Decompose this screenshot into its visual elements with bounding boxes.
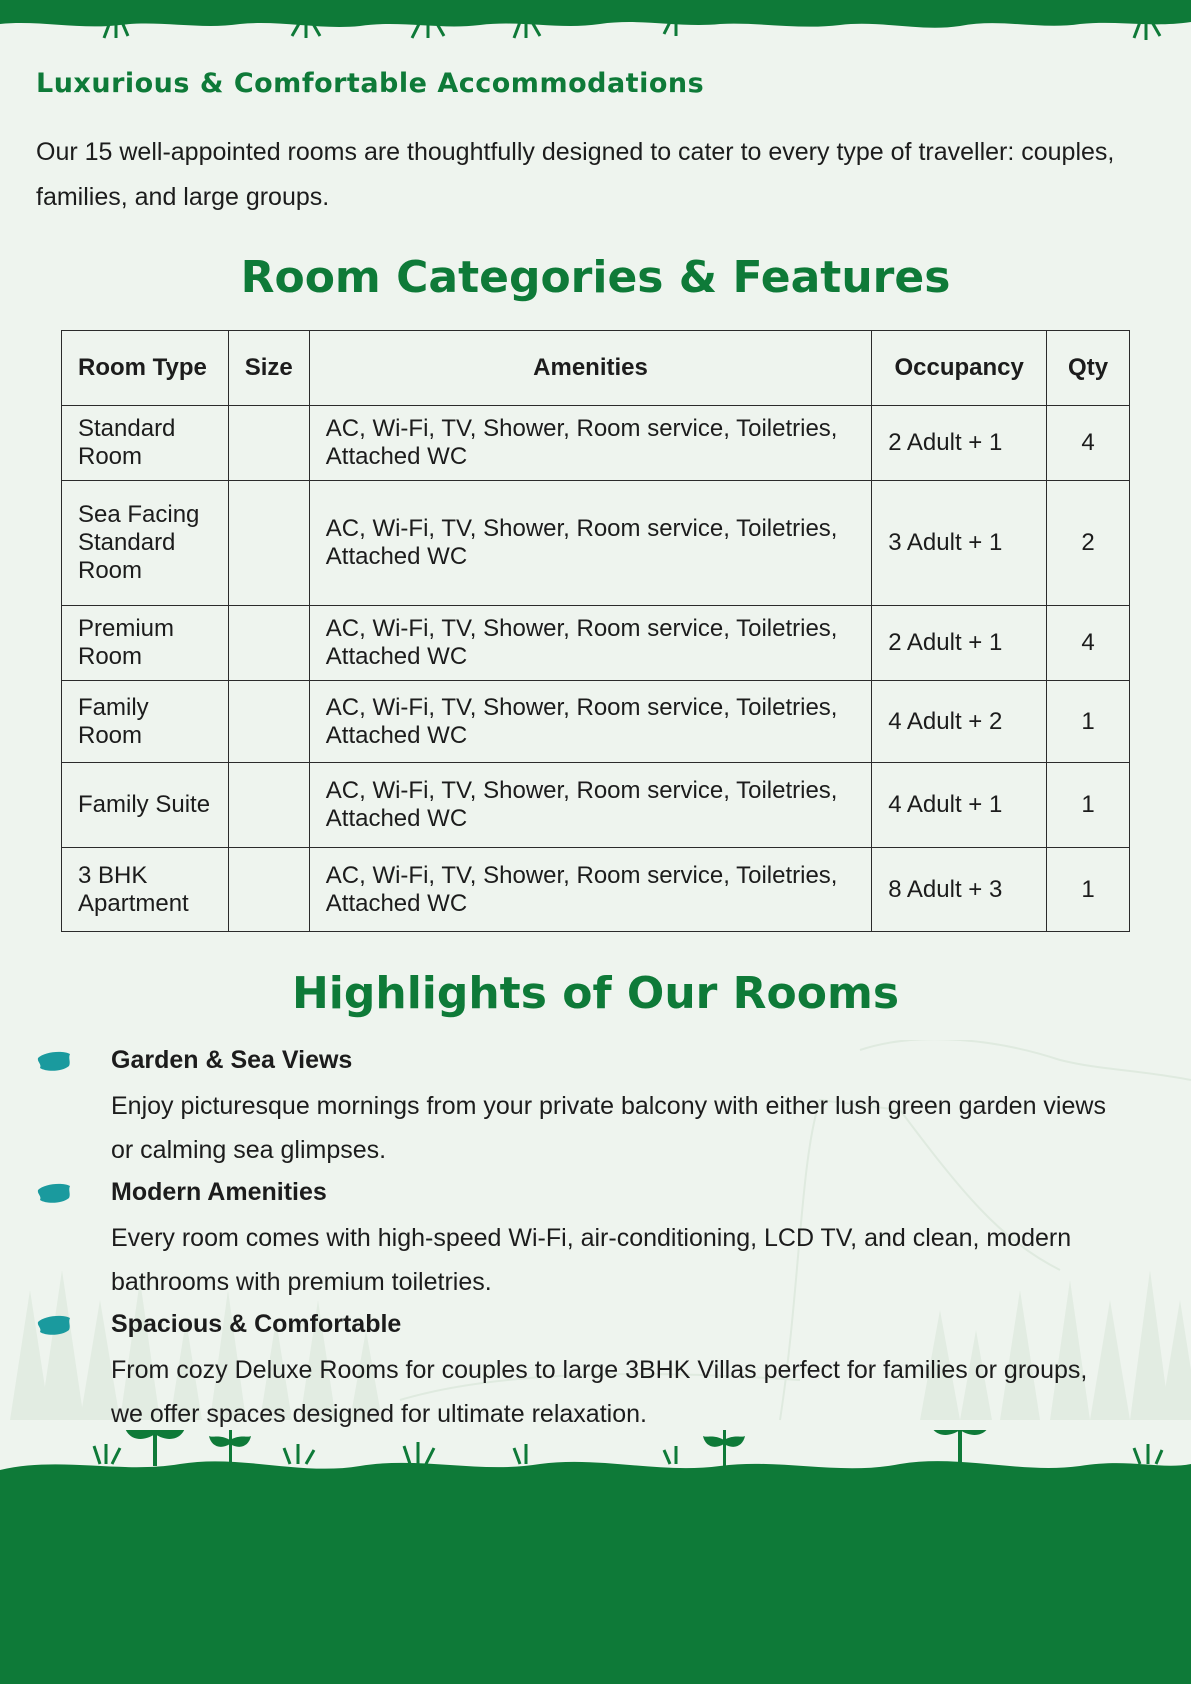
bottom-grass-band [0, 1430, 1191, 1684]
cell-qty: 1 [1047, 763, 1130, 848]
cell-occupancy: 2 Adult + 1 [872, 406, 1047, 481]
top-grass-band [0, 0, 1191, 40]
cell-qty: 4 [1047, 406, 1130, 481]
cell-occupancy: 8 Adult + 3 [872, 848, 1047, 932]
cell-amenities: AC, Wi-Fi, TV, Shower, Room service, Toiletries, Attached WC [309, 406, 871, 481]
brush-bullet-icon [36, 1182, 72, 1204]
cell-size [228, 681, 309, 763]
cell-occupancy: 4 Adult + 1 [872, 763, 1047, 848]
cell-amenities: AC, Wi-Fi, TV, Shower, Room service, Toiletries, Attached WC [309, 606, 871, 681]
cell-amenities: AC, Wi-Fi, TV, Shower, Room service, Toiletries, Attached WC [309, 481, 871, 606]
header-room-type: Room Type [62, 331, 229, 406]
cell-size [228, 481, 309, 606]
cell-room-type: Family Room [62, 681, 229, 763]
highlight-text: Every room comes with high-speed Wi-Fi, air-conditioning, LCD TV, and clean, modern bathrooms with premium toiletries. [111, 1224, 1072, 1296]
cell-room-type: Standard Room [62, 406, 229, 481]
highlight-text: Enjoy picturesque mornings from your private balcony with either lush green garden views or calming sea glimpses. [111, 1092, 1106, 1164]
table-row [62, 763, 1130, 848]
header-occupancy: Occupancy [872, 331, 1047, 406]
cell-size [228, 606, 309, 681]
cell-size [228, 406, 309, 481]
table-header-row [62, 331, 1130, 406]
highlight-text: From cozy Deluxe Rooms for couples to large 3BHK Villas perfect for families or groups, we offer spaces designed for ultimate relaxation. [111, 1356, 1088, 1428]
cell-amenities: AC, Wi-Fi, TV, Shower, Room service, Toiletries, Attached WC [309, 848, 871, 932]
cell-room-type: Family Suite [62, 763, 229, 848]
table-row [62, 406, 1130, 481]
cell-amenities: AC, Wi-Fi, TV, Shower, Room service, Toiletries, Attached WC [309, 763, 871, 848]
cell-occupancy: 4 Adult + 2 [872, 681, 1047, 763]
cell-room-type: Sea Facing Standard Room [62, 481, 229, 606]
cell-room-type: Premium Room [62, 606, 229, 681]
cell-size [228, 763, 309, 848]
intro-paragraph: Our 15 well-appointed rooms are thoughtfully designed to cater to every type of traveller: couples, families, and large groups. [36, 138, 1115, 211]
cell-room-type: 3 BHK Apartment [62, 848, 229, 932]
cell-qty: 1 [1047, 848, 1130, 932]
brush-bullet-icon [36, 1050, 72, 1072]
header-qty: Qty [1047, 331, 1130, 406]
section-title: Luxurious & Comfortable Accommodations [36, 68, 705, 99]
table-row [62, 681, 1130, 763]
highlight-title: Spacious & Comfortable [111, 1310, 402, 1338]
table-row [62, 606, 1130, 681]
highlights-heading: Highlights of Our Rooms [291, 968, 900, 1019]
cell-qty: 4 [1047, 606, 1130, 681]
header-amenities: Amenities [309, 331, 871, 406]
cell-occupancy: 2 Adult + 1 [872, 606, 1047, 681]
header-size: Size [228, 331, 309, 406]
cell-size [228, 848, 309, 932]
table-row [62, 481, 1130, 606]
highlight-title: Garden & Sea Views [111, 1046, 353, 1074]
brush-bullet-icon [36, 1314, 72, 1336]
cell-occupancy: 3 Adult + 1 [872, 481, 1047, 606]
table-row [62, 848, 1130, 932]
room-categories-heading: Room Categories & Features [240, 252, 951, 303]
highlight-title: Modern Amenities [111, 1178, 327, 1206]
room-categories-table [61, 330, 1130, 932]
cell-qty: 1 [1047, 681, 1130, 763]
cell-qty: 2 [1047, 481, 1130, 606]
cell-amenities: AC, Wi-Fi, TV, Shower, Room service, Toiletries, Attached WC [309, 681, 871, 763]
